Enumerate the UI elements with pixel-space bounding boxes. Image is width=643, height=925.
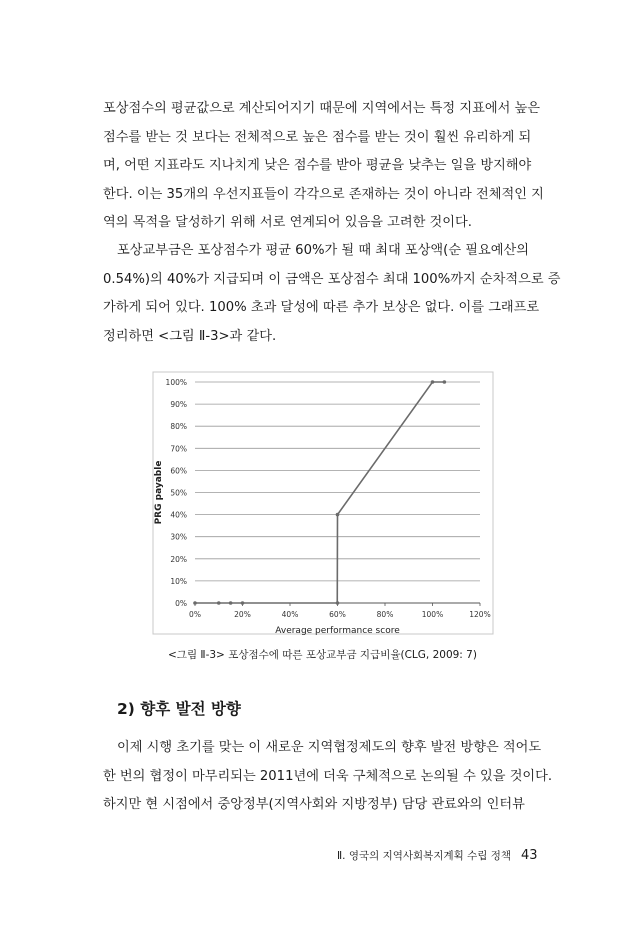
y-axis-title: PRG payable [154, 460, 164, 525]
y-tick-label: 100% [165, 378, 187, 387]
text-line: 이제 시행 초기를 맞는 이 새로운 지역협정제도의 향후 발전 방향은 적어도 [117, 740, 542, 755]
x-tick-label: 120% [469, 610, 491, 619]
figure-chart [125, 368, 515, 638]
paragraph-2 [103, 237, 561, 351]
y-tick-label: 0% [175, 599, 187, 608]
text-line: 한다. 이는 35개의 우선지표들이 각각으로 존재하는 것이 아니라 전체적인 지 [103, 186, 544, 202]
text-line: 역의 목적을 달성하기 위해 서로 연계되어 있음을 고려한 것이다. [103, 215, 472, 230]
data-point [431, 380, 435, 384]
y-tick-label: 10% [170, 576, 187, 586]
data-point [193, 601, 197, 605]
paragraph-3 [103, 734, 553, 820]
x-tick-label: 40% [281, 610, 299, 619]
y-tick-label: 30% [170, 532, 187, 542]
data-point [217, 601, 221, 605]
chart-frame [153, 372, 493, 634]
y-tick-label: 80% [170, 422, 187, 432]
x-tick-label: 60% [329, 610, 346, 619]
data-point [336, 601, 340, 605]
y-tick-label: 70% [170, 444, 187, 454]
paragraph-1 [103, 95, 545, 238]
data-point [336, 513, 340, 517]
text-line: 정리하면 <그림 Ⅱ-3>과 같다. [103, 328, 277, 344]
x-tick-label: 80% [376, 610, 394, 619]
y-tick-label: 40% [170, 510, 187, 520]
y-tick-label: 60% [170, 466, 187, 476]
page-number: 43 [521, 848, 538, 863]
text-line: 하지만 현 시점에서 중앙정부(지역사회와 지방정부) 담당 관료와의 인터뷰 [103, 797, 525, 812]
text-line: 포상교부금은 포상점수가 평균 60%가 될 때 최대 포상액(순 필요예산의 [117, 243, 529, 258]
footer-chapter: Ⅱ. 영국의 지역사회복지계획 수립 정책 [337, 850, 512, 862]
text-line: 며, 어떤 지표라도 지나치게 낮은 점수를 받아 평균을 낮추는 일을 방지해야 [103, 158, 532, 173]
y-tick-label: 20% [170, 554, 187, 564]
text-line: 0.54%)의 40%가 지급되며 이 금액은 포상점수 최대 100%까지 순차적으로 증 [103, 271, 561, 287]
x-axis-title: Average performance score [275, 626, 400, 636]
figure-caption: <그림 Ⅱ-3> 포상점수에 따른 포상교부금 지급비율(CLG, 2009: 7) [168, 649, 477, 661]
section-title: 2) 향후 발전 방향 [117, 700, 241, 718]
y-tick-label: 50% [170, 488, 187, 498]
text-line: 가하게 되어 있다. 100% 초과 달성에 따른 추가 보상은 없다. 이를 그래프로 [103, 300, 540, 315]
x-tick-label: 0% [189, 610, 201, 619]
data-point [443, 380, 447, 384]
text-line: 점수를 받는 것 보다는 전체적으로 높은 점수를 받는 것이 훨씬 유리하게 되 [103, 129, 532, 145]
y-tick-label: 90% [170, 400, 187, 410]
page-footer [337, 848, 538, 863]
data-point [241, 601, 245, 605]
data-point [229, 601, 233, 605]
x-tick-label: 20% [234, 610, 251, 619]
x-tick-label: 100% [421, 610, 444, 619]
text-line: 포상점수의 평균값으로 계산되어지기 때문에 지역에서는 특정 지표에서 높은 [103, 101, 540, 116]
text-line: 한 번의 협정이 마무리되는 2011년에 더욱 구체적으로 논의될 수 있을 것이다. [103, 768, 553, 784]
